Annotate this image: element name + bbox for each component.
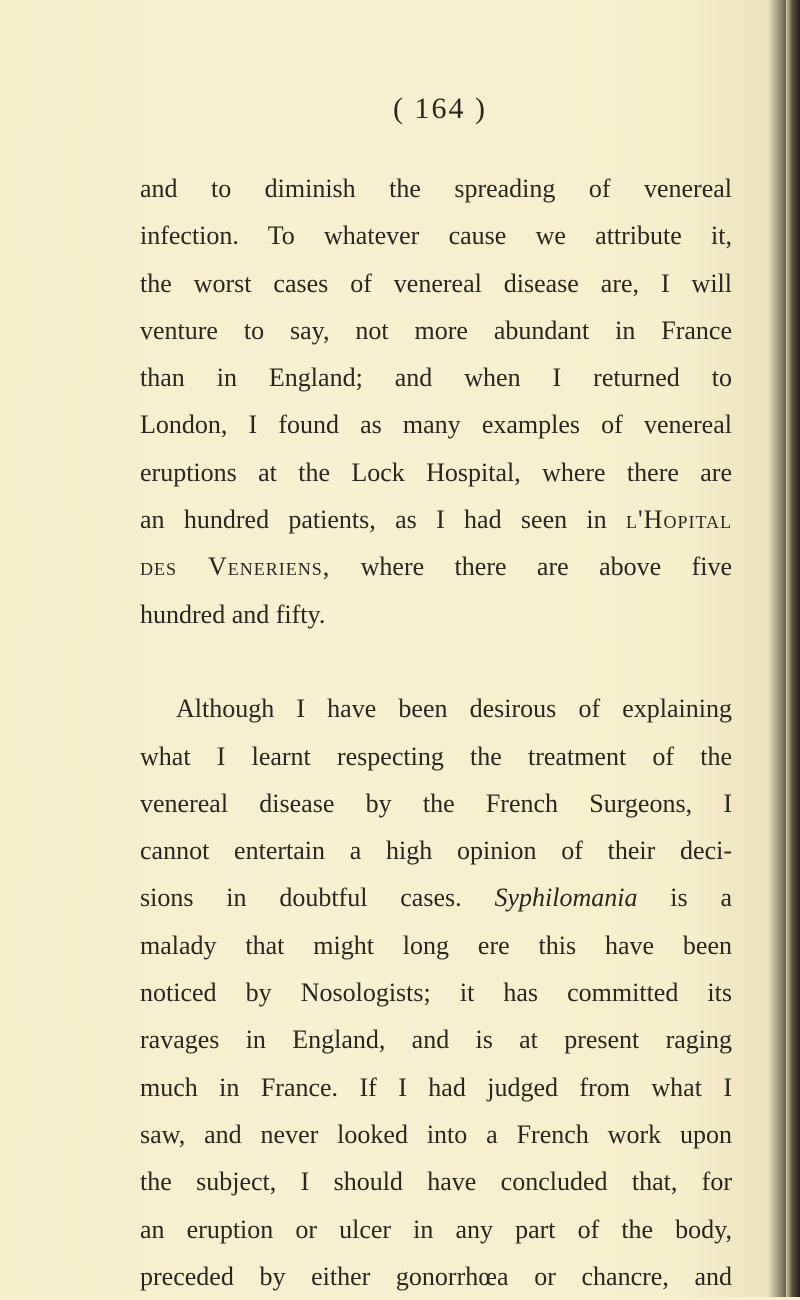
text-line: infection. To whatever cause we attribute it, (140, 221, 732, 251)
text-line (140, 543, 732, 590)
text-line: much in France. If I had judged from what I (140, 1072, 732, 1102)
text-run: an hundred patients, as I had seen in (140, 505, 626, 535)
text-run: where there are above five (330, 552, 732, 582)
paragraph-1 (140, 165, 732, 638)
text-run: sions in doubtful cases. (140, 883, 495, 913)
text-line: London, I found as many examples of venereal (140, 410, 732, 440)
text-line: the subject, I should have concluded that, for (140, 1167, 732, 1197)
text-line: an eruption or ulcer in any part of the body, (140, 1214, 732, 1244)
text-line: malady that might long ere this have been (140, 930, 732, 960)
text-line: saw, and never looked into a French work upon (140, 1119, 732, 1149)
body-text (140, 165, 732, 1300)
text-run: is a (637, 883, 732, 913)
text-line: hundred and fifty. (140, 599, 326, 629)
hospital-name-smallcaps: l'Hopital (625, 505, 732, 535)
text-line: ravages in England, and is at present raging (140, 1025, 732, 1055)
paragraph-2 (140, 685, 732, 1300)
text-line (140, 496, 732, 543)
text-line: what I learnt respecting the treatment of the (140, 741, 732, 771)
page-number: ( 164 ) (393, 92, 487, 125)
paragraph-gap (140, 638, 732, 685)
text-line: venture to say, not more abundant in France (140, 315, 732, 345)
page-edge-shadow (786, 0, 800, 1297)
text-line: and to diminish the spreading of venereal (140, 174, 732, 203)
italic-term: Syphilomania (494, 883, 638, 913)
text-line: venereal disease by the French Surgeons, I (140, 788, 732, 818)
text-line: Although I have been desirous of explaining (176, 694, 732, 724)
text-line: eruptions at the Lock Hospital, where there are (140, 457, 732, 487)
hospital-name-smallcaps: des Veneriens, (140, 552, 331, 582)
text-line: noticed by Nosologists; it has committed its (140, 978, 732, 1008)
text-line: preceded by either gonorrhœa or chancre, and (140, 1261, 732, 1291)
text-line: the worst cases of venereal disease are, I will (140, 268, 732, 298)
text-line: than in England; and when I returned to (140, 363, 732, 393)
text-line: cannot entertain a high opinion of their deci- (140, 836, 732, 866)
text-line (140, 874, 732, 921)
